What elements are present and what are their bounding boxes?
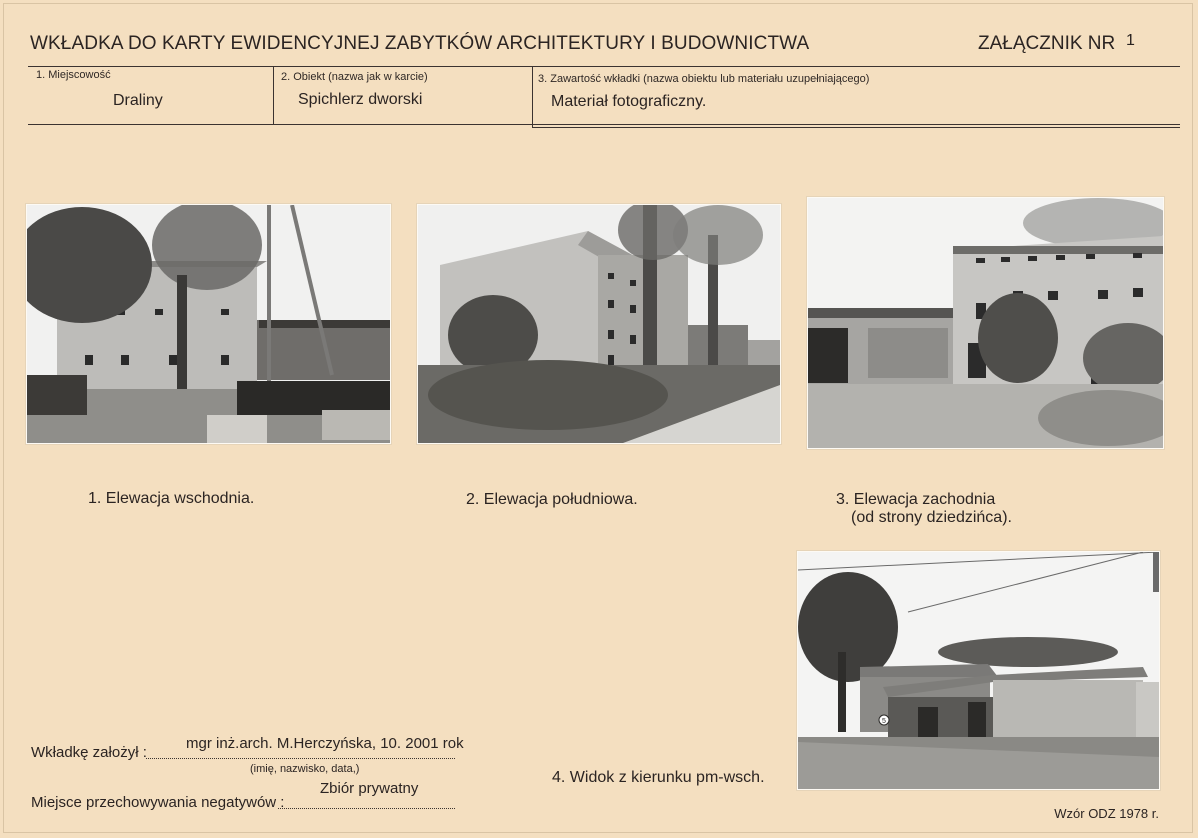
author-value: mgr inż.arch. M.Herczyńska, 10. 2001 rok [186,735,464,752]
locality-value: Draliny [113,92,163,109]
form-bottom-rule-secondary [533,127,1180,128]
author-label: Wkładkę założył : [31,744,147,761]
photo-south-elevation [417,204,781,444]
caption-photo-1: 1. Elewacja wschodnia. [88,490,255,507]
author-hint: (imię, nazwisko, data,) [250,763,360,775]
author-dotted-line [146,757,455,759]
form-model-number: Wzór ODZ 1978 r. [1054,806,1159,821]
storage-label: Miejsce przechowywania negatywów : [31,794,285,811]
annex-label: ZAŁĄCZNIK NR [978,33,1116,54]
object-value: Spichlerz dworski [298,91,423,108]
photo-north-east-view [797,551,1160,790]
storage-dotted-line [278,807,455,809]
storage-value: Zbiór prywatny [320,780,419,797]
caption-photo-4: 4. Widok z kierunku pm-wsch. [552,769,765,786]
form-bottom-rule [28,124,1180,125]
locality-label: 1. Miejscowość [36,69,111,81]
content-value: Materiał fotograficzny. [551,93,707,110]
form-divider-1 [273,66,274,125]
form-divider-2 [532,66,533,128]
caption-photo-2: 2. Elewacja południowa. [466,491,638,508]
form-top-rule [28,66,1180,67]
caption-photo-3-line-2: (od strony dziedzińca). [851,509,1012,526]
object-label: 2. Obiekt (nazwa jak w karcie) [281,71,428,83]
photo-west-elevation [807,197,1164,449]
caption-photo-3-line-1: 3. Elewacja zachodnia [836,491,996,508]
photo-east-elevation [26,204,391,444]
content-label: 3. Zawartość wkładki (nazwa obiektu lub materiału uzupełniającego) [538,73,870,85]
annex-number: 1 [1126,32,1135,49]
road-sign-number: 5 [882,718,886,725]
page-title: WKŁADKA DO KARTY EWIDENCYJNEJ ZABYTKÓW ARCHITEKTURY I BUDOWNICTWA [30,33,810,54]
